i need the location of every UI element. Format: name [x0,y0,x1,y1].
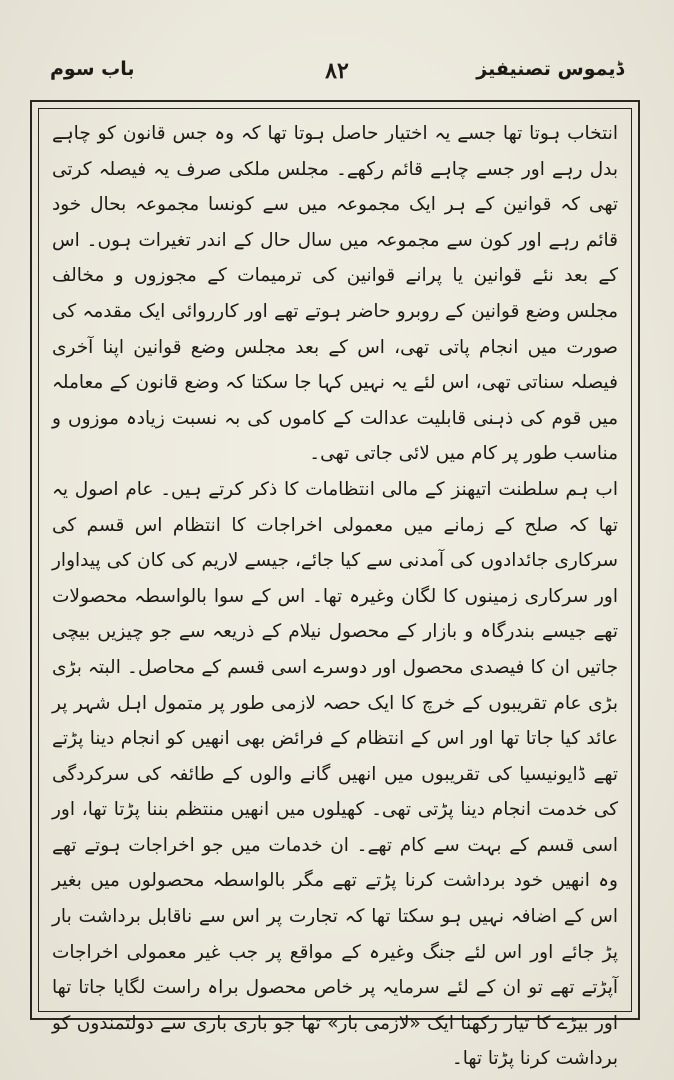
paragraph-2: اب ہم سلطنت اتیھنز کے مالی انتظامات کا ذکر کرتے ہیں۔ عام اصول یہ تھا کہ صلح کے زمانے میں معمولی اخراجات کا انتظام اس قسم کی سرکاری جائدادوں کی آمدنی سے کیا جائے، جیسے لاریم کی کان کی پیداوار اور سرکاری زمینوں کا لگان وغیرہ تھا۔ اس کے سوا بالواسطہ محصولات تھے جیسے بندرگاہ و بازار کے محصول نیلام کے ذریعہ سے جو چیزیں بیچی جاتیں ان کا فیصدی محصول اور دوسرے اسی قسم کے محاصل۔ البتہ بڑی بڑی عام تقریبوں کے خرچ کا ایک حصہ لازمی طور پر متمول اہل شہر پر عائد کیا جاتا تھا اور اس کے انتظام کے فرائض بھی انھیں کو انجام دینا پڑتے تھے ڈایونیسیا کی تقریبوں میں انھیں گانے والوں کے طائفہ کی سرکردگی کی خدمت انجام دینا پڑتی تھی۔ کھیلوں میں انھیں منتظم بننا پڑتا تھا، اور اسی قسم کے بہت سے کام تھے۔ ان خدمات میں جو اخراجات ہوتے تھے وہ انھیں خود برداشت کرنا پڑتے تھے مگر بالواسطہ محصولوں میں بغیر اس کے اضافہ نہیں ہو سکتا تھا کہ تجارت پر اس سے ناقابل برداشت بار پڑ جائے اور اس لئے جنگ وغیرہ کے مواقع پر جب غیر معمولی اخراجات آپڑتے تھے تو ان کے لئے سرمایہ پر خاص محصول براہ راست لگایا جاتا تھا اور بیڑے کا تیار رکھنا ایک «لازمی بار» تھا جو باری باری سے دولتمندوں کو برداشت کرنا پڑتا تھا۔ [52,478,618,1070]
paragraph-1: انتخاب ہوتا تھا جسے یہ اختیار حاصل ہوتا تھا کہ وہ جس قانون کو چاہے بدل رہے اور جسے چاہے قائم رکھے۔ مجلس ملکی صرف یہ فیصلہ کرتی تھی کہ قوانین کے ہر ایک مجموعہ میں سے کونسا مجموعہ بحال خود قائم رہے اور کون سے مجموعہ میں سال حال کے اندر تغیرات ہوں۔ اس کے بعد نئے قوانین یا پرانے قوانین کی ترمیمات کے مجوزوں و مخالف مجلس وضع قوانین کے روبرو حاضر ہوتے تھے اور کارروائی ایک مقدمہ کی صورت میں انجام پاتی تھی، اس کے بعد مجلس وضع قوانین اپنا آخری فیصلہ سناتی تھی، اس لئے یہ نہیں کہا جا سکتا کہ وضع قانون کے معاملہ میں قوم کی ذہنی قابلیت عدالت کے کاموں کی بہ نسبت زیادہ موزوں و مناسب طور پر کام میں لائی جاتی تھی۔ [52,123,618,465]
page-header [40,58,634,94]
page-body [52,116,618,1070]
chapter-label: باب سوم [50,58,135,80]
running-title: ڈیموس تصنیفیز [476,58,624,80]
page-number: ۸۲ [325,58,349,84]
